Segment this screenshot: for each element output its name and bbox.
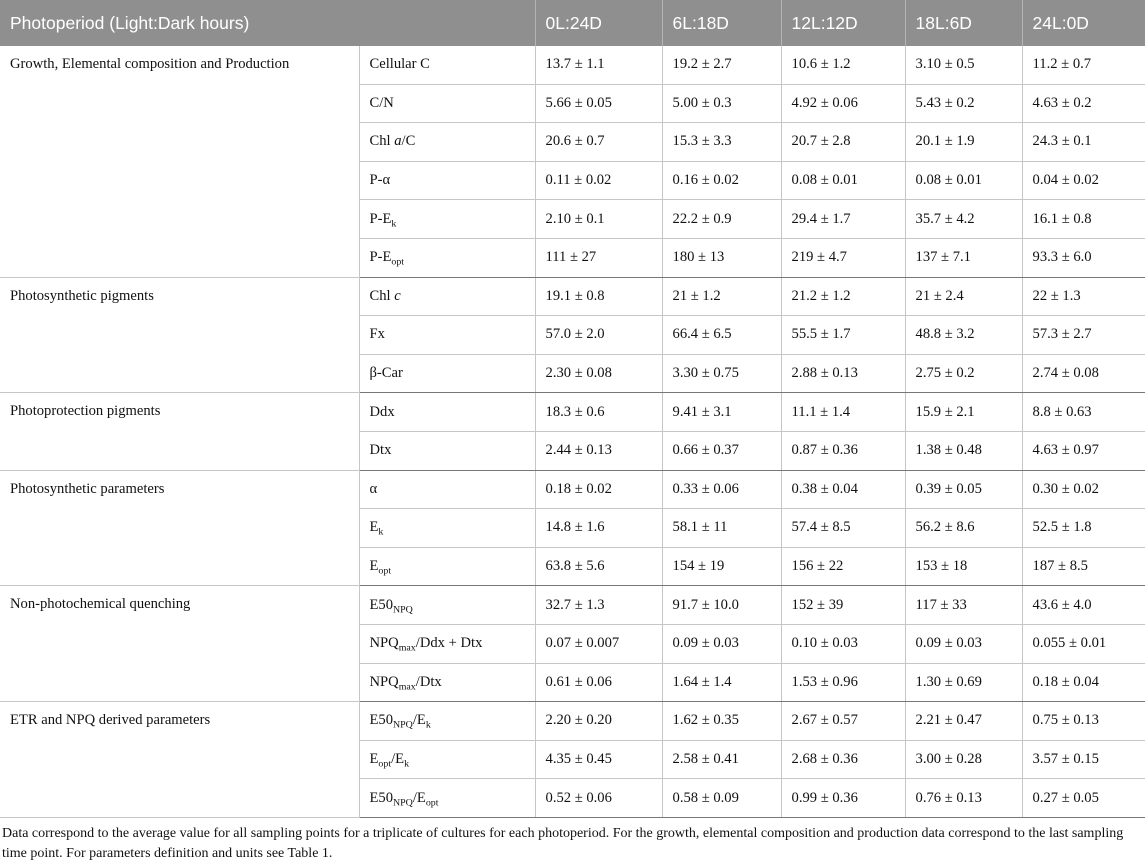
group-label: Photosynthetic parameters	[0, 470, 359, 586]
value-cell: 66.4 ± 6.5	[662, 316, 781, 355]
label-label: C/N	[369, 94, 394, 111]
value-cell: 43.6 ± 4.0	[1022, 586, 1145, 625]
label-label: NPQ	[369, 673, 399, 690]
value-cell: 3.00 ± 0.28	[905, 740, 1022, 779]
label-sub: NPQ	[393, 797, 413, 809]
value-cell: 20.1 ± 1.9	[905, 123, 1022, 162]
label-label: Chl	[369, 287, 395, 304]
value-cell: 1.62 ± 0.35	[662, 702, 781, 741]
value-cell: 0.99 ± 0.36	[781, 779, 905, 818]
parameter-label	[359, 740, 535, 779]
value-cell: 9.41 ± 3.1	[662, 393, 781, 432]
label-label: E50	[369, 789, 394, 806]
value-cell: 91.7 ± 10.0	[662, 586, 781, 625]
parameter-label	[359, 200, 535, 239]
label-label: E50	[369, 596, 394, 613]
value-cell: 35.7 ± 4.2	[905, 200, 1022, 239]
label-label-after: /C	[401, 133, 416, 150]
value-cell: 1.30 ± 0.69	[905, 663, 1022, 702]
label-label: Dtx	[369, 442, 392, 459]
value-cell: 156 ± 22	[781, 547, 905, 586]
table-row	[0, 277, 1145, 316]
value-cell: 2.44 ± 0.13	[535, 431, 662, 470]
label-label: E	[369, 558, 379, 575]
value-cell: 0.66 ± 0.37	[662, 431, 781, 470]
group-label: ETR and NPQ derived parameters	[0, 702, 359, 818]
value-cell: 20.7 ± 2.8	[781, 123, 905, 162]
value-cell: 2.10 ± 0.1	[535, 200, 662, 239]
table-row	[0, 586, 1145, 625]
value-cell: 21.2 ± 1.2	[781, 277, 905, 316]
value-cell: 48.8 ± 3.2	[905, 316, 1022, 355]
value-cell: 0.04 ± 0.02	[1022, 161, 1145, 200]
value-cell: 0.09 ± 0.03	[905, 624, 1022, 663]
parameter-label	[359, 779, 535, 818]
value-cell: 29.4 ± 1.7	[781, 200, 905, 239]
value-cell: 22 ± 1.3	[1022, 277, 1145, 316]
value-cell: 4.92 ± 0.06	[781, 84, 905, 123]
header-col-12l12d: 12L:12D	[781, 0, 905, 46]
value-cell: 63.8 ± 5.6	[535, 547, 662, 586]
label-label-after: /Dtx	[415, 673, 442, 690]
value-cell: 52.5 ± 1.8	[1022, 509, 1145, 548]
label-label: P-E	[369, 249, 392, 266]
value-cell: 4.63 ± 0.2	[1022, 84, 1145, 123]
label-label: β-Car	[369, 365, 403, 382]
table-row	[0, 46, 1145, 84]
label-sub2: k	[404, 758, 410, 770]
value-cell: 19.1 ± 0.8	[535, 277, 662, 316]
label-label: P-α	[369, 172, 391, 189]
value-cell: 3.30 ± 0.75	[662, 354, 781, 393]
value-cell: 57.3 ± 2.7	[1022, 316, 1145, 355]
label-sub: max	[398, 642, 416, 654]
value-cell: 111 ± 27	[535, 238, 662, 277]
label-sub: k	[378, 526, 384, 538]
value-cell: 0.07 ± 0.007	[535, 624, 662, 663]
value-cell: 152 ± 39	[781, 586, 905, 625]
value-cell: 2.30 ± 0.08	[535, 354, 662, 393]
label-label: E50	[369, 712, 394, 729]
value-cell: 0.30 ± 0.02	[1022, 470, 1145, 509]
parameter-label	[359, 46, 535, 84]
value-cell: 0.16 ± 0.02	[662, 161, 781, 200]
label-label-after: /Ddx + Dtx	[415, 635, 483, 652]
value-cell: 15.9 ± 2.1	[905, 393, 1022, 432]
value-cell: 0.27 ± 0.05	[1022, 779, 1145, 818]
value-cell: 3.10 ± 0.5	[905, 46, 1022, 84]
label-italic: a	[394, 133, 402, 150]
value-cell: 8.8 ± 0.63	[1022, 393, 1145, 432]
value-cell: 0.61 ± 0.06	[535, 663, 662, 702]
value-cell: 1.38 ± 0.48	[905, 431, 1022, 470]
value-cell: 0.33 ± 0.06	[662, 470, 781, 509]
label-label: NPQ	[369, 635, 399, 652]
parameter-label	[359, 238, 535, 277]
label-sub: opt	[378, 758, 392, 770]
label-sub2: opt	[425, 797, 439, 809]
value-cell: 11.1 ± 1.4	[781, 393, 905, 432]
value-cell: 0.38 ± 0.04	[781, 470, 905, 509]
value-cell: 58.1 ± 11	[662, 509, 781, 548]
value-cell: 0.52 ± 0.06	[535, 779, 662, 818]
value-cell: 55.5 ± 1.7	[781, 316, 905, 355]
label-sub: NPQ	[393, 604, 413, 616]
value-cell: 137 ± 7.1	[905, 238, 1022, 277]
value-cell: 0.39 ± 0.05	[905, 470, 1022, 509]
value-cell: 219 ± 4.7	[781, 238, 905, 277]
header-col-24l0d: 24L:0D	[1022, 0, 1145, 46]
parameter-label	[359, 84, 535, 123]
value-cell: 93.3 ± 6.0	[1022, 238, 1145, 277]
value-cell: 20.6 ± 0.7	[535, 123, 662, 162]
header-col-18l6d: 18L:6D	[905, 0, 1022, 46]
parameter-label	[359, 123, 535, 162]
group-label: Photosynthetic pigments	[0, 277, 359, 393]
label-italic: c	[394, 287, 401, 304]
value-cell: 0.08 ± 0.01	[905, 161, 1022, 200]
value-cell: 21 ± 2.4	[905, 277, 1022, 316]
header-col-0l24d: 0L:24D	[535, 0, 662, 46]
label-label: α	[369, 480, 378, 497]
label-label-after: /E	[391, 750, 405, 767]
value-cell: 3.57 ± 0.15	[1022, 740, 1145, 779]
value-cell: 0.76 ± 0.13	[905, 779, 1022, 818]
value-cell: 154 ± 19	[662, 547, 781, 586]
table-body	[0, 46, 1145, 817]
value-cell: 4.63 ± 0.97	[1022, 431, 1145, 470]
label-label: P-E	[369, 210, 392, 227]
value-cell: 0.87 ± 0.36	[781, 431, 905, 470]
label-sub: NPQ	[393, 719, 413, 731]
value-cell: 1.53 ± 0.96	[781, 663, 905, 702]
table-footnote: Data correspond to the average value for all sampling points for a triplicate of cultures for each photoperiod. For the growth, elemental composition and production data correspond to the last sampling time point. For parameters definition and units see Table 1.	[2, 825, 1124, 861]
parameter-label	[359, 277, 535, 316]
label-label: Chl	[369, 133, 395, 150]
value-cell: 0.055 ± 0.01	[1022, 624, 1145, 663]
parameter-label	[359, 624, 535, 663]
label-sub: opt	[391, 256, 405, 268]
label-label: E	[369, 519, 379, 536]
header-title: Photoperiod (Light:Dark hours)	[0, 0, 535, 46]
group-label: Photoprotection pigments	[0, 393, 359, 470]
parameter-label	[359, 702, 535, 741]
value-cell: 14.8 ± 1.6	[535, 509, 662, 548]
value-cell: 0.11 ± 0.02	[535, 161, 662, 200]
value-cell: 0.18 ± 0.04	[1022, 663, 1145, 702]
table-row	[0, 470, 1145, 509]
value-cell: 2.21 ± 0.47	[905, 702, 1022, 741]
value-cell: 5.43 ± 0.2	[905, 84, 1022, 123]
value-cell: 16.1 ± 0.8	[1022, 200, 1145, 239]
value-cell: 57.0 ± 2.0	[535, 316, 662, 355]
label-sub: max	[398, 681, 416, 693]
parameter-label	[359, 393, 535, 432]
parameter-label	[359, 470, 535, 509]
header-col-6l18d: 6L:18D	[662, 0, 781, 46]
value-cell: 2.68 ± 0.36	[781, 740, 905, 779]
value-cell: 22.2 ± 0.9	[662, 200, 781, 239]
table-row	[0, 702, 1145, 741]
value-cell: 187 ± 8.5	[1022, 547, 1145, 586]
value-cell: 0.10 ± 0.03	[781, 624, 905, 663]
value-cell: 5.00 ± 0.3	[662, 84, 781, 123]
value-cell: 2.88 ± 0.13	[781, 354, 905, 393]
value-cell: 0.09 ± 0.03	[662, 624, 781, 663]
label-sub: k	[391, 218, 397, 230]
value-cell: 4.35 ± 0.45	[535, 740, 662, 779]
value-cell: 15.3 ± 3.3	[662, 123, 781, 162]
parameter-label	[359, 316, 535, 355]
parameter-label	[359, 586, 535, 625]
label-label: E	[369, 750, 379, 767]
value-cell: 0.08 ± 0.01	[781, 161, 905, 200]
value-cell: 18.3 ± 0.6	[535, 393, 662, 432]
value-cell: 21 ± 1.2	[662, 277, 781, 316]
value-cell: 0.58 ± 0.09	[662, 779, 781, 818]
label-sub2: k	[425, 719, 431, 731]
label-label-after: /E	[412, 789, 426, 806]
value-cell: 24.3 ± 0.1	[1022, 123, 1145, 162]
parameter-label	[359, 509, 535, 548]
label-label: Fx	[369, 326, 385, 343]
value-cell: 57.4 ± 8.5	[781, 509, 905, 548]
value-cell: 180 ± 13	[662, 238, 781, 277]
parameter-label	[359, 161, 535, 200]
value-cell: 0.75 ± 0.13	[1022, 702, 1145, 741]
label-label: Ddx	[369, 403, 395, 420]
label-sub: opt	[378, 565, 392, 577]
value-cell: 2.75 ± 0.2	[905, 354, 1022, 393]
parameter-label	[359, 431, 535, 470]
value-cell: 2.74 ± 0.08	[1022, 354, 1145, 393]
value-cell: 153 ± 18	[905, 547, 1022, 586]
value-cell: 117 ± 33	[905, 586, 1022, 625]
parameter-label	[359, 663, 535, 702]
value-cell: 11.2 ± 0.7	[1022, 46, 1145, 84]
value-cell: 0.18 ± 0.02	[535, 470, 662, 509]
value-cell: 32.7 ± 1.3	[535, 586, 662, 625]
group-label: Non-photochemical quenching	[0, 586, 359, 702]
value-cell: 10.6 ± 1.2	[781, 46, 905, 84]
value-cell: 5.66 ± 0.05	[535, 84, 662, 123]
value-cell: 2.58 ± 0.41	[662, 740, 781, 779]
value-cell: 19.2 ± 2.7	[662, 46, 781, 84]
value-cell: 2.67 ± 0.57	[781, 702, 905, 741]
value-cell: 2.20 ± 0.20	[535, 702, 662, 741]
group-label: Growth, Elemental composition and Production	[0, 46, 359, 277]
parameter-label	[359, 547, 535, 586]
header-row	[0, 0, 1145, 46]
label-label-after: /E	[412, 712, 426, 729]
value-cell: 56.2 ± 8.6	[905, 509, 1022, 548]
value-cell: 13.7 ± 1.1	[535, 46, 662, 84]
value-cell: 1.64 ± 1.4	[662, 663, 781, 702]
parameter-label	[359, 354, 535, 393]
table-row	[0, 393, 1145, 432]
label-label: Cellular C	[369, 56, 430, 73]
